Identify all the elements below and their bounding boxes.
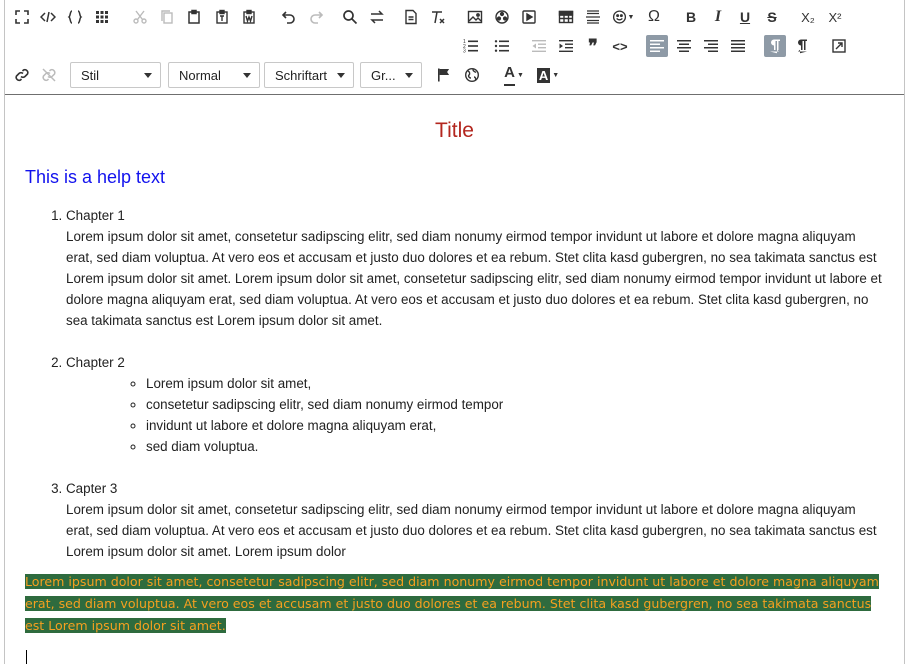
- font-combo[interactable]: Schriftart: [264, 62, 354, 88]
- code-snippet-button[interactable]: <>: [612, 38, 628, 54]
- resize-icon[interactable]: [828, 35, 850, 57]
- document-title: Title: [435, 119, 474, 142]
- special-char-button[interactable]: Ω: [648, 8, 660, 25]
- link-icon[interactable]: [11, 64, 33, 86]
- image-icon[interactable]: [464, 6, 486, 28]
- indent-icon[interactable]: [555, 35, 577, 57]
- horizontal-line-icon[interactable]: [582, 6, 604, 28]
- editor-content-area[interactable]: [5, 95, 904, 664]
- chapter-heading: 1. Chapter 1: [66, 208, 125, 223]
- align-left-icon[interactable]: [646, 35, 668, 57]
- show-blocks-icon[interactable]: [64, 6, 86, 28]
- chapter-body: Lorem ipsum dolor sit amet, consetetur sadipscing elitr, sed diam nonumy eirmod tempor invidunt ut labore et dolore magna aliquyam erat, sed diam voluptua. At vero eos et accusam et justo duo dolores et ea rebum. Stet clita kasd gubergren, no sea takimata sanctus est Lorem ipsum dolor sit amet. Lorem ipsum dolor: [66, 502, 877, 559]
- media-embed-icon[interactable]: [518, 6, 540, 28]
- anchor-flag-icon[interactable]: [433, 64, 455, 86]
- find-icon[interactable]: [339, 6, 361, 28]
- svg-text:1: 1: [463, 39, 466, 45]
- new-page-icon[interactable]: [400, 6, 422, 28]
- align-right-icon[interactable]: [700, 35, 722, 57]
- editor-toolbar: [5, 0, 904, 95]
- list-item: [66, 352, 886, 457]
- format-combo[interactable]: Normal: [168, 62, 260, 88]
- redo-icon[interactable]: [305, 6, 327, 28]
- list-item: ◦ sed diam voluptua.: [146, 436, 886, 457]
- underline-button[interactable]: U: [739, 9, 751, 25]
- subscript-button[interactable]: X₂: [801, 9, 815, 25]
- outdent-icon[interactable]: [528, 35, 550, 57]
- unlink-icon[interactable]: [38, 64, 60, 86]
- bg-color-icon: A: [538, 67, 549, 83]
- align-justify-icon[interactable]: [727, 35, 749, 57]
- flash-embed-icon[interactable]: [491, 6, 513, 28]
- table-icon[interactable]: [555, 6, 577, 28]
- help-text: This is a help text: [25, 167, 166, 187]
- numbered-list-icon[interactable]: [460, 35, 482, 57]
- background-color-dropdown[interactable]: A ▼: [538, 67, 560, 83]
- list-item: [66, 478, 886, 562]
- text-color-icon: A: [504, 64, 515, 86]
- italic-button[interactable]: I: [714, 8, 722, 25]
- replace-icon[interactable]: [366, 6, 388, 28]
- rich-text-editor: [4, 0, 905, 664]
- text-direction-rtl-icon[interactable]: [791, 35, 813, 57]
- highlighted-text: Lorem ipsum dolor sit amet, consetetur sadipscing elitr, sed diam nonumy eirmod tempor invidunt ut labore et dolore magna aliquyam erat, sed diam voluptua. At vero eos et accusam et justo duo dolores et ea rebum. Stet clita kasd gubergren, no sea takimata sanctus est Lorem ipsum dolor sit amet.: [25, 574, 879, 633]
- text-color-dropdown[interactable]: A ▼: [499, 64, 529, 86]
- list-item: ◦ invidunt ut labore et dolore magna aliquyam erat,: [146, 415, 886, 436]
- text-direction-ltr-icon[interactable]: [764, 35, 786, 57]
- svg-text:2: 2: [463, 43, 466, 50]
- cut-icon[interactable]: [129, 6, 151, 28]
- text-cursor: [26, 650, 27, 664]
- list-item: ◦ Lorem ipsum dolor sit amet,: [146, 373, 886, 394]
- align-center-icon[interactable]: [673, 35, 695, 57]
- font-size-combo[interactable]: Gr...: [360, 62, 422, 88]
- language-globe-icon[interactable]: [461, 64, 483, 86]
- strikethrough-button[interactable]: S: [767, 9, 777, 25]
- highlighted-paragraph: [25, 571, 891, 637]
- maximize-icon[interactable]: [11, 6, 33, 28]
- bold-button[interactable]: B: [685, 9, 697, 25]
- templates-icon[interactable]: [91, 6, 113, 28]
- svg-text:3: 3: [463, 48, 466, 54]
- chapter-list: [25, 205, 886, 583]
- chapter-body: Lorem ipsum dolor sit amet, consetetur sadipscing elitr, sed diam nonumy eirmod tempor invidunt ut labore et dolore magna aliquyam erat, sed diam voluptua. At vero eos et accusam et justo duo dolores et ea rebum. Stet clita kasd gubergren, no sea takimata sanctus est Lorem ipsum dolor sit amet. Lorem ipsum dolor sit amet, consetetur sadipscing elitr, sed diam nonumy eirmod tempor invidunt ut labore et dolore magna aliquyam erat, sed diam voluptua. At vero eos et accusam et justo duo dolores et ea rebum. Stet clita kasd gubergren, no sea takimata sanctus est Lorem ipsum dolor sit amet.: [66, 229, 882, 328]
- emoji-dropdown[interactable]: ▼: [609, 6, 637, 28]
- remove-format-icon[interactable]: [427, 6, 449, 28]
- copy-icon[interactable]: [156, 6, 178, 28]
- superscript-button[interactable]: X²: [828, 9, 842, 25]
- style-combo[interactable]: Stil: [70, 62, 161, 88]
- bulleted-list-icon[interactable]: [491, 35, 513, 57]
- blockquote-button[interactable]: ❞: [588, 36, 598, 56]
- source-code-icon[interactable]: [37, 6, 59, 28]
- undo-icon[interactable]: [278, 6, 300, 28]
- list-item: ◦ consetetur sadipscing elitr, sed diam nonumy eirmod tempor: [146, 394, 886, 415]
- list-item: [66, 205, 886, 331]
- chapter-heading: 2. Chapter 2: [66, 355, 125, 370]
- paste-text-icon[interactable]: [211, 6, 233, 28]
- paste-icon[interactable]: [183, 6, 205, 28]
- chapter-heading: 3. Capter 3: [66, 481, 118, 496]
- bullet-list: [66, 373, 886, 457]
- paste-word-icon[interactable]: [238, 6, 260, 28]
